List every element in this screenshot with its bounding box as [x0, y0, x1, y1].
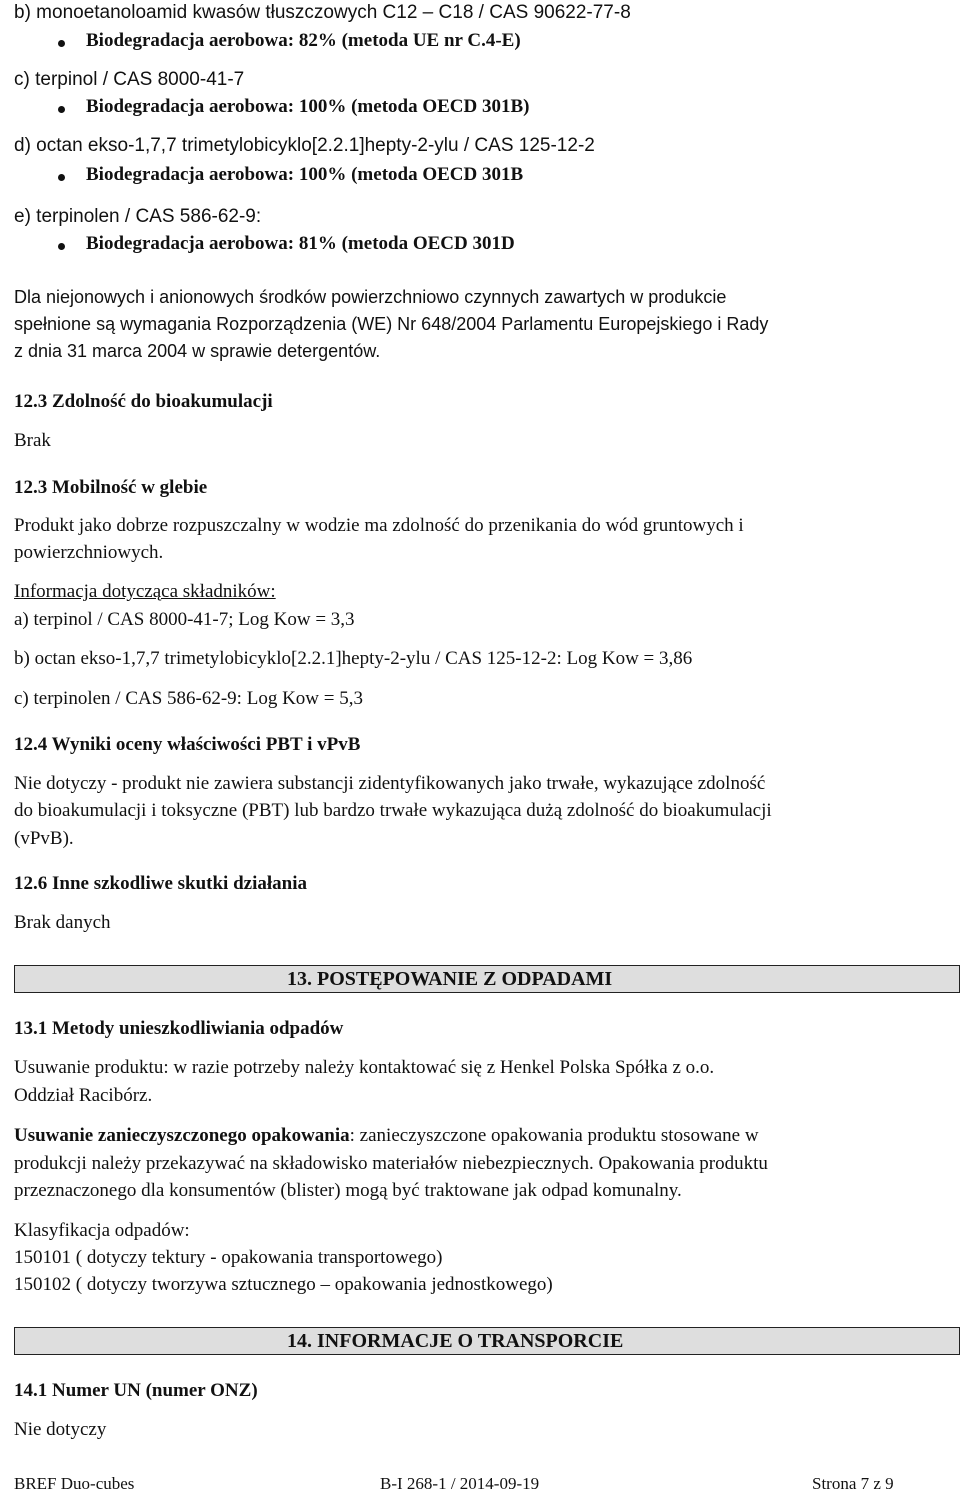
packaging-line-1 [14, 1125, 759, 1147]
bullet-icon [58, 174, 65, 181]
product-disposal-line-2: Oddział Racibórz. [14, 1085, 153, 1106]
mobility-line-2: powierzchniowych. [14, 542, 164, 563]
packaging-line-3: przeznaczonego dla konsumentów (blister) mogą być traktowane jak odpad komunalny. [14, 1180, 682, 1201]
logkow-c: c) terpinolen / CAS 586-62-9: Log Kow = 5,3 [14, 688, 363, 709]
un-number-heading: 14.1 Numer UN (numer ONZ) [14, 1380, 258, 1401]
product-disposal-text: w razie potrzeby należy kontaktować się z Henkel Polska Spółka z o.o. [168, 1057, 715, 1078]
packaging-text: : zanieczyszczone opakowania produktu stosowane w [349, 1125, 759, 1146]
bullet-icon [58, 106, 65, 113]
other-heading: 12.6 Inne szkodliwe skutki działania [14, 873, 307, 894]
section-14-title: 14. INFORMACJE O TRANSPORCIE [287, 1330, 624, 1352]
other-text: Brak danych [14, 912, 111, 933]
product-disposal-line-1 [14, 1057, 714, 1079]
packaging-line-2: produkcji należy przekazywać na składowisko materiałów niebezpiecznych. Opakowania produktu [14, 1153, 768, 1174]
logkow-a: a) terpinol / CAS 8000-41-7; Log Kow = 3,3 [14, 609, 355, 630]
footer-document-id: B-I 268-1 / 2014-09-19 [380, 1474, 540, 1493]
waste-code-1: 150101 ( dotyczy tektury - opakowania transportowego) [14, 1247, 443, 1268]
item-e-bullet: Biodegradacja aerobowa: 81% (metoda OECD 301D [86, 233, 515, 254]
footer-page-number: Strona 7 z 9 [812, 1474, 894, 1493]
pbt-line-1: Nie dotyczy - produkt nie zawiera substancji zidentyfikowanych jako trwałe, wykazujące zdolność [14, 773, 766, 794]
waste-code-2: 150102 ( dotyczy tworzywa sztucznego – opakowania jednostkowego) [14, 1274, 553, 1295]
surfactant-line-3: z dnia 31 marca 2004 w sprawie detergentów. [14, 341, 381, 361]
product-disposal-label: Usuwanie produktu: [14, 1057, 169, 1078]
pbt-line-2: do bioakumulacji i toksyczne (PBT) lub bardzo trwałe wykazująca dużą zdolność do bioakumulacji [14, 800, 772, 821]
logkow-b: b) octan ekso-1,7,7 trimetylobicyklo[2.2.1]hepty-2-ylu / CAS 125-12-2: Log Kow = 3,86 [14, 648, 693, 669]
packaging-label: Usuwanie zanieczyszczonego opakowania [14, 1125, 350, 1146]
mobility-heading: 12.3 Mobilność w glebie [14, 477, 208, 498]
bioacc-heading: 12.3 Zdolność do bioakumulacji [14, 391, 273, 412]
surfactant-line-2: spełnione są wymagania Rozporządzenia (WE) Nr 648/2004 Parlamentu Europejskiego i Rady [14, 314, 769, 334]
pbt-line-3: (vPvB). [14, 828, 74, 849]
item-e-label: e) terpinolen / CAS 586-62-9: [14, 206, 262, 227]
item-d-bullet: Biodegradacja aerobowa: 100% (metoda OECD 301B [86, 164, 524, 185]
bioacc-text: Brak [14, 430, 51, 451]
un-number-text: Nie dotyczy [14, 1419, 107, 1440]
item-c-label: c) terpinol / CAS 8000-41-7 [14, 69, 245, 90]
mobility-line-1: Produkt jako dobrze rozpuszczalny w wodzie ma zdolność do przenikania do wód gruntowych i [14, 515, 744, 536]
bullet-icon [58, 243, 65, 250]
item-c-bullet: Biodegradacja aerobowa: 100% (metoda OECD 301B) [86, 96, 530, 117]
item-d-label: d) octan ekso-1,7,7 trimetylobicyklo[2.2.1]hepty-2-ylu / CAS 125-12-2 [14, 135, 595, 156]
footer-product: BREF Duo-cubes [14, 1474, 135, 1493]
surfactant-line-1: Dla niejonowych i anionowych środków powierzchniowo czynnych zawartych w produkcie [14, 287, 727, 307]
disposal-heading: 13.1 Metody unieszkodliwiania odpadów [14, 1018, 344, 1039]
components-heading: Informacja dotycząca składników: [14, 581, 276, 602]
pbt-heading: 12.4 Wyniki oceny właściwości PBT i vPvB [14, 734, 361, 755]
item-b-label: b) monoetanoloamid kwasów tłuszczowych C12 – C18 / CAS 90622-77-8 [14, 2, 631, 23]
section-13-title: 13. POSTĘPOWANIE Z ODPADAMI [287, 968, 613, 990]
item-b-bullet: Biodegradacja aerobowa: 82% (metoda UE nr C.4-E) [86, 30, 521, 51]
bullet-icon [58, 40, 65, 47]
classification-heading: Klasyfikacja odpadów: [14, 1220, 190, 1241]
